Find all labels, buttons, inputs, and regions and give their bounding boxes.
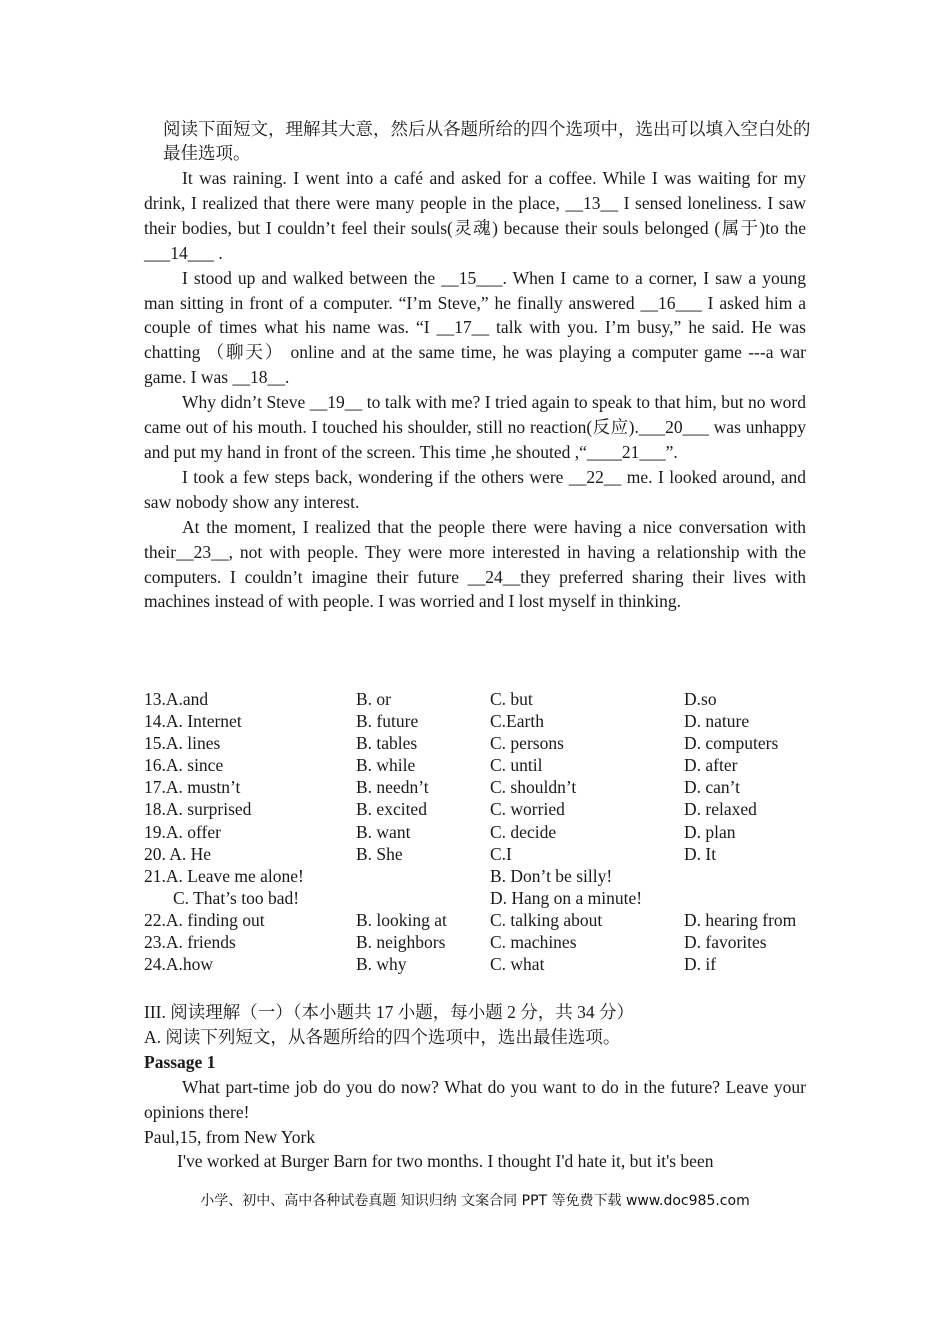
option-a: 19.A. offer — [144, 821, 221, 842]
option-a: 16.A. since — [144, 755, 224, 776]
question-row — [144, 754, 824, 776]
question-row — [144, 843, 824, 865]
passage-paragraph: I stood up and walked between the __15___. When I came to a corner, I saw a young man sitting in front of a computer. “I’m Steve,” he finally answered __16___ I asked him a couple of times what his name was. “I __17__ talk with you. I’m busy,” he said. He was chatting （聊天） online and at the same time, he was playing a computer game ---a war game. I was __18__. — [144, 267, 806, 388]
option-a: 17.A. mustn’t — [144, 777, 241, 798]
option-a: 20. A. He — [144, 843, 212, 864]
option-b: B. why — [356, 954, 407, 975]
option-d: D. hearing from — [684, 909, 797, 930]
option-a: 23.A. friends — [144, 932, 236, 953]
question-row — [144, 887, 824, 909]
passage-title: Passage 1 — [144, 1051, 216, 1072]
option-c: C.Earth — [490, 711, 544, 732]
option-c: C. worried — [490, 799, 565, 820]
question-row — [144, 909, 824, 931]
question-row — [144, 953, 824, 975]
option-a: 14.A. Internet — [144, 711, 242, 732]
passage-intro: What part-time job do you do now? What do you want to do in the future? Leave your opinions there! — [144, 1076, 806, 1122]
option-d: D. It — [684, 843, 717, 864]
option-c: C.I — [490, 843, 512, 864]
cloze-instructions: 阅读下面短文，理解其大意，然后从各题所给的四个选项中，选出可以填入空白处的最佳选项。 — [163, 119, 811, 163]
option-d: D. Hang on a minute! — [490, 887, 643, 908]
question-row — [144, 798, 824, 820]
option-c: C. but — [490, 689, 533, 709]
answer-options — [144, 688, 824, 975]
passage-paragraph: At the moment, I realized that the people there were having a nice conversation with their__23__, not with people. They were more interested in having a relationship with the computers. I couldn’t imagine their future __24__they preferred sharing their lives with machines instead of with people. I was worried and I lost myself in thinking. — [144, 516, 806, 612]
option-a: 15.A. lines — [144, 733, 221, 754]
question-row — [144, 776, 824, 798]
option-c: C. decide — [490, 821, 557, 842]
passage-text: I've worked at Burger Barn for two months. I thought I'd hate it, but it's been — [177, 1151, 714, 1172]
option-c: C. talking about — [490, 909, 603, 930]
option-d: D. can’t — [684, 777, 741, 798]
question-row — [144, 865, 824, 887]
option-b: B. She — [356, 843, 403, 864]
option-c: C. until — [490, 755, 543, 776]
option-c: C. shouldn’t — [490, 777, 577, 798]
question-row — [144, 710, 824, 732]
option-b: B. excited — [356, 799, 427, 820]
option-a: 21.A. Leave me alone! — [144, 865, 304, 886]
section-instructions: A. 阅读下列短文，从各题所给的四个选项中，选出最佳选项。 — [144, 1026, 621, 1047]
option-d: D. computers — [684, 733, 779, 754]
option-d: D. plan — [684, 821, 736, 842]
question-row — [144, 821, 824, 843]
footer-text: 小学、初中、高中各种试卷真题 知识归纳 文案合同 PPT 等免费下载 www.doc985.com — [200, 1193, 750, 1209]
author-line: Paul,15, from New York — [144, 1126, 316, 1147]
option-c: C. machines — [490, 932, 577, 953]
option-d: D. nature — [684, 711, 750, 732]
question-row — [144, 931, 824, 953]
option-a: 22.A. finding out — [144, 909, 265, 930]
option-b: B. neighbors — [356, 932, 446, 953]
passage-paragraph: Why didn’t Steve __19__ to talk with me? I tried again to speak to that him, but no word came out of his mouth. I touched his shoulder, still no reaction(反应).___20___ was unhappy and put my hand in front of the screen. This time ,he shouted ,“____21___”. — [144, 392, 806, 462]
option-c: C. That’s too bad! — [173, 887, 300, 908]
option-d: D.so — [684, 689, 717, 709]
option-c: C. what — [490, 954, 545, 975]
option-a: 18.A. surprised — [144, 799, 252, 820]
option-c: C. persons — [490, 733, 564, 754]
option-a: 24.A.how — [144, 954, 214, 975]
passage-paragraph: It was raining. I went into a café and asked for a coffee. While I was waiting for my drink, I realized that there were many people in the place, __13__ I sensed loneliness. I saw their bodies, but I couldn’t feel their souls(灵魂) because their souls belonged (属于)to the ___14___ . — [144, 168, 806, 263]
option-b: B. tables — [356, 733, 418, 754]
question-row — [144, 732, 824, 754]
section-heading: III. 阅读理解（一）（本小题共 17 小题，每小题 2 分，共 34 分） — [144, 1002, 634, 1022]
option-d: D. if — [684, 954, 717, 975]
option-b: B. while — [356, 755, 416, 776]
option-d: D. after — [684, 755, 738, 776]
passage-paragraph: I took a few steps back, wondering if the others were __22__ me. I looked around, and saw nobody show any interest. — [144, 466, 806, 512]
cloze-passage — [144, 166, 806, 614]
option-d: D. relaxed — [684, 799, 757, 820]
option-b: B. future — [356, 711, 419, 732]
reading-section — [144, 1000, 806, 1174]
option-b: B. or — [356, 689, 391, 709]
option-b: B. needn’t — [356, 777, 429, 798]
option-b: B. Don’t be silly! — [490, 865, 613, 886]
question-row — [144, 688, 824, 710]
option-d: D. favorites — [684, 932, 767, 953]
option-b: B. want — [356, 821, 411, 842]
option-b: B. looking at — [356, 909, 447, 930]
option-a: 13.A.and — [144, 689, 209, 709]
